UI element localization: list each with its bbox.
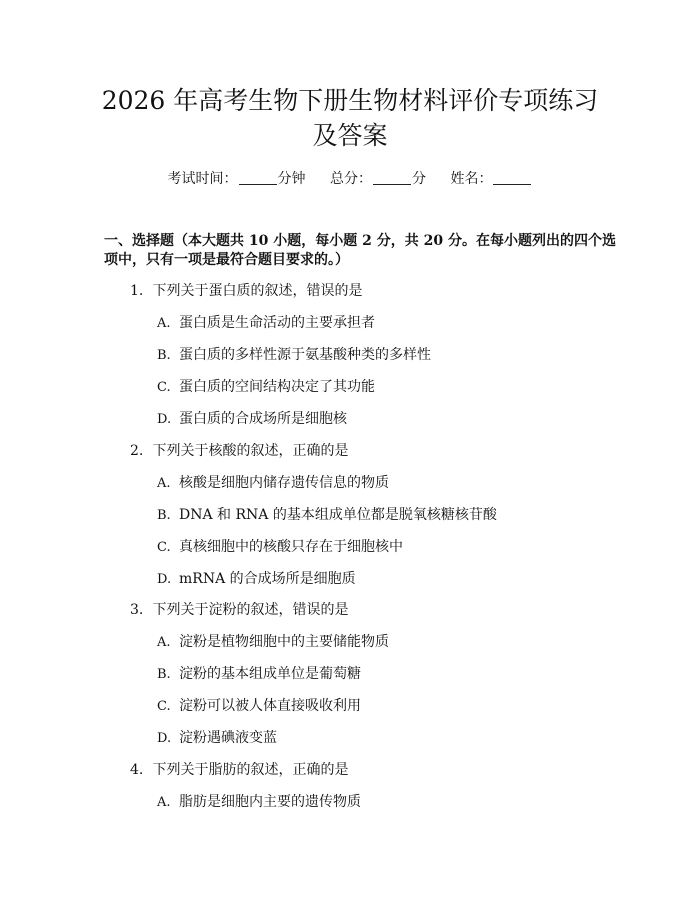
time-label: 考试时间： (167, 171, 238, 187)
option-text: 蛋白质的合成场所是细胞核 (179, 411, 347, 427)
option-letter: A. (157, 316, 171, 331)
question-number: 3. (130, 602, 144, 618)
option-letter: B. (157, 667, 171, 682)
option-text: 蛋白质的多样性源于氨基酸种类的多样性 (179, 347, 431, 363)
option-text: 淀粉的基本组成单位是葡萄糖 (179, 666, 361, 682)
option-letter: D. (157, 572, 172, 587)
question-1 (130, 281, 362, 301)
question-2 (130, 441, 348, 461)
option-letter: C. (157, 540, 171, 555)
question-4-option-a (157, 792, 361, 813)
option-letter: D. (157, 731, 172, 746)
question-number: 2. (130, 443, 144, 459)
name-blank (493, 170, 531, 185)
score-label: 总分： (330, 171, 372, 187)
time-blank (239, 170, 277, 185)
option-text: 蛋白质的空间结构决定了其功能 (179, 379, 375, 395)
question-text: 下列关于核酸的叙述，正确的是 (152, 443, 349, 459)
name-label: 姓名： (450, 171, 493, 187)
score-unit: 分 (412, 171, 426, 187)
option-text: DNA 和 RNA 的基本组成单位都是脱氧核糖核苷酸 (179, 507, 497, 523)
option-text: 淀粉是植物细胞中的主要储能物质 (179, 634, 389, 650)
option-letter: A. (157, 476, 171, 491)
option-text: 淀粉可以被人体直接吸收利用 (179, 698, 361, 714)
question-2-option-c (157, 537, 403, 558)
question-number: 1. (130, 283, 144, 299)
total-score (330, 171, 426, 187)
section-heading: 一、选择题（本大题共 10 小题，每小题 2 分，共 20 分。在每小题列出的四个选 (104, 233, 616, 249)
question-3-option-b (157, 664, 361, 685)
student-name (450, 171, 532, 187)
question-number: 4. (130, 762, 144, 778)
option-letter: B. (157, 508, 171, 523)
option-text: 淀粉遇碘液变蓝 (179, 730, 277, 746)
question-2-option-a (157, 473, 389, 494)
question-text: 下列关于淀粉的叙述，错误的是 (152, 602, 349, 618)
section-heading-continued: 项中，只有一项是最符合题目要求的。） (104, 252, 349, 268)
exam-meta (0, 169, 700, 189)
option-letter: B. (157, 348, 171, 363)
score-blank (373, 170, 411, 185)
question-text: 下列关于蛋白质的叙述，错误的是 (152, 283, 363, 299)
option-letter: C. (157, 380, 171, 395)
page-title-continued: 及答案 (312, 121, 388, 150)
option-letter: A. (157, 795, 171, 810)
option-text: 脂肪是细胞内主要的遗传物质 (179, 794, 361, 810)
option-text: 真核细胞中的核酸只存在于细胞核中 (179, 539, 403, 555)
question-2-option-d (157, 569, 356, 590)
page-title: 2026 年高考生物下册生物材料评价专项练习 (101, 86, 599, 115)
question-1-option-d (157, 409, 347, 430)
question-3 (130, 600, 348, 620)
option-letter: A. (157, 635, 171, 650)
option-text: mRNA 的合成场所是细胞质 (179, 571, 356, 587)
question-1-option-a (157, 313, 375, 334)
question-1-option-b (157, 345, 431, 366)
question-3-option-c (157, 696, 361, 717)
option-text: 蛋白质是生命活动的主要承担者 (179, 315, 375, 331)
question-1-option-c (157, 377, 375, 398)
option-letter: C. (157, 699, 171, 714)
question-3-option-d (157, 728, 277, 749)
question-2-option-b (157, 505, 497, 526)
exam-time (168, 171, 306, 187)
option-letter: D. (157, 412, 172, 427)
question-text: 下列关于脂肪的叙述，正确的是 (152, 762, 349, 778)
question-4 (130, 760, 348, 780)
time-unit: 分钟 (277, 171, 306, 187)
option-text: 核酸是细胞内储存遗传信息的物质 (179, 475, 389, 491)
question-3-option-a (157, 632, 389, 653)
